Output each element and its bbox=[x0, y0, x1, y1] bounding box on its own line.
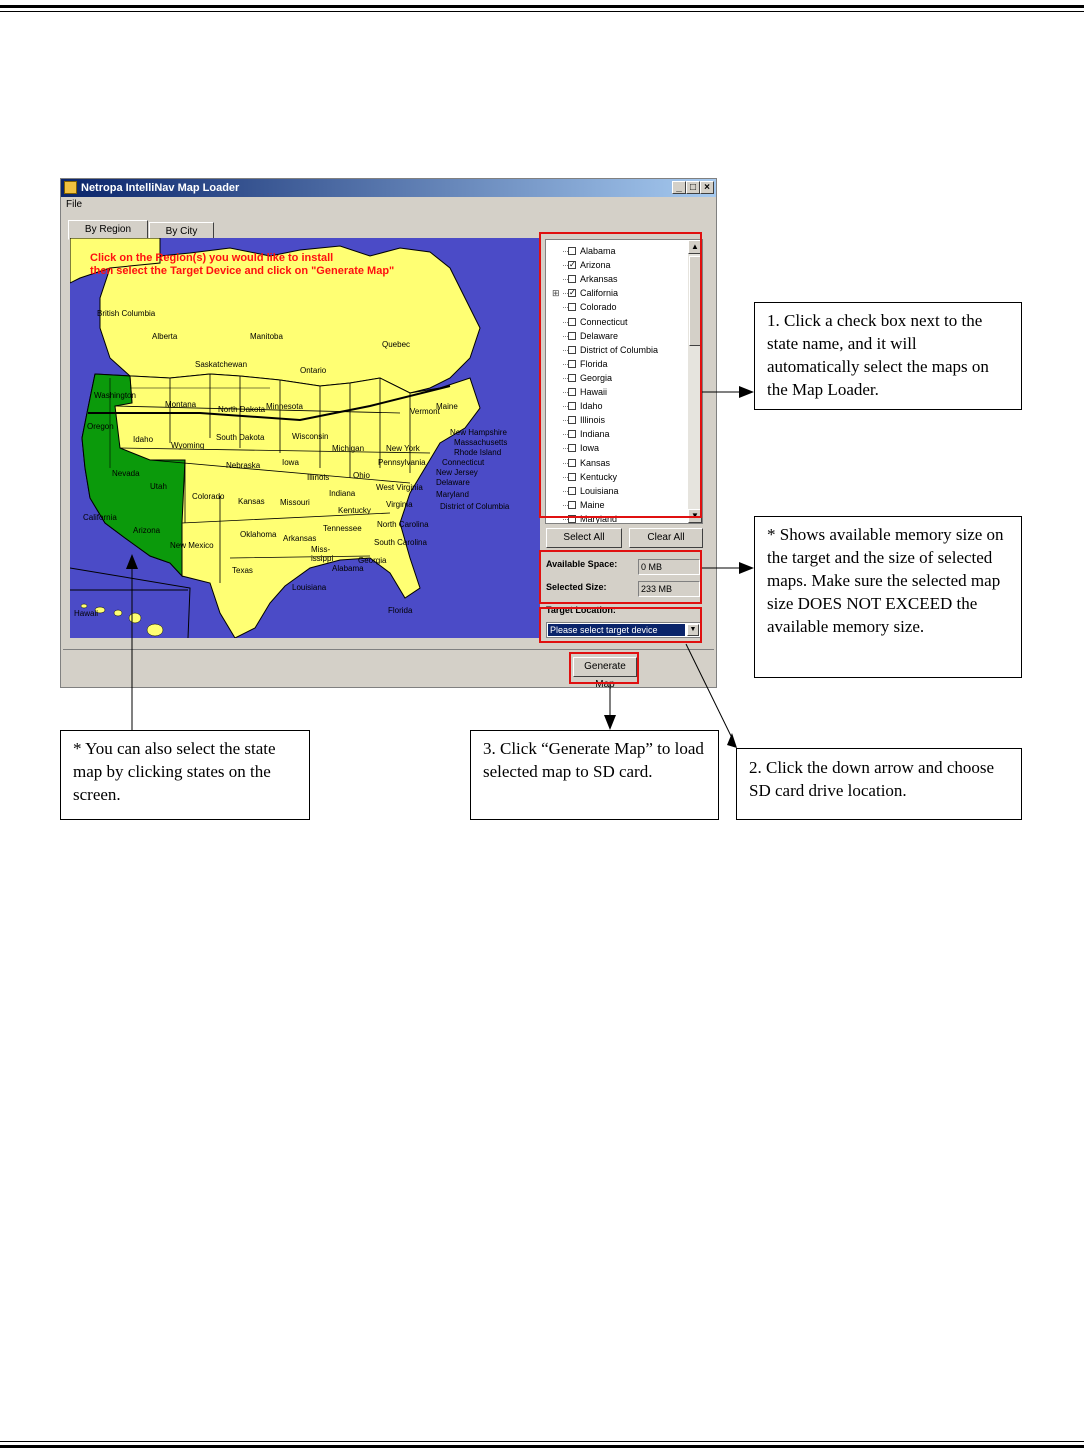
highlight-target-select bbox=[539, 607, 702, 643]
clear-all-button[interactable]: Clear All bbox=[629, 528, 703, 548]
label-virginia: Virginia bbox=[386, 500, 413, 509]
region-map[interactable] bbox=[70, 238, 540, 638]
label-wisconsin: Wisconsin bbox=[292, 432, 329, 441]
label-ontario: Ontario bbox=[300, 366, 327, 375]
state-name: Kentucky bbox=[580, 471, 618, 482]
label-missouri: Missouri bbox=[280, 498, 310, 507]
label-colorado: Colorado bbox=[192, 492, 225, 501]
status-divider bbox=[63, 649, 714, 650]
highlight-generate-button bbox=[569, 652, 639, 684]
label-indiana: Indiana bbox=[329, 489, 356, 498]
label-michigan: Michigan bbox=[332, 444, 365, 453]
label-pennsylvania: Pennsylvania bbox=[378, 458, 426, 467]
state-name: Louisiana bbox=[580, 485, 619, 496]
label-north-dakota: North Dakota bbox=[218, 405, 266, 414]
label-new-hampshire: New Hampshire bbox=[450, 428, 507, 437]
callout-target: 2. Click the down arrow and choose SD card drive location. bbox=[736, 748, 1022, 820]
highlight-memory-fields bbox=[539, 550, 702, 604]
label-alabama: Alabama bbox=[332, 564, 364, 573]
target-location-label: Target Location: bbox=[546, 605, 616, 615]
state-name: Delaware bbox=[580, 330, 619, 341]
state-name: Iowa bbox=[580, 443, 600, 454]
label-new-jersey: New Jersey bbox=[436, 468, 478, 477]
label-north-carolina: North Carolina bbox=[377, 520, 429, 529]
state-name: Arizona bbox=[580, 260, 611, 271]
label-illinois: Illinois bbox=[307, 473, 330, 482]
label-kentucky: Kentucky bbox=[338, 506, 371, 515]
state-name: California bbox=[580, 288, 619, 299]
state-checkbox[interactable]: ✓ bbox=[569, 288, 576, 298]
label-maryland: Maryland bbox=[436, 490, 469, 499]
label-utah: Utah bbox=[150, 482, 167, 491]
label-kansas: Kansas bbox=[238, 497, 265, 506]
label-nevada: Nevada bbox=[112, 469, 140, 478]
callout-memory: * Shows available memory size on the target and the size of selected maps. Make sure the selected map size DOES NOT EXCEED the available memory size. bbox=[754, 516, 1022, 678]
available-space-field: 0 MB bbox=[638, 559, 700, 575]
label-tennessee: Tennessee bbox=[323, 524, 362, 533]
generate-map-button[interactable]: Generate Map bbox=[573, 657, 637, 677]
label-maine: Maine bbox=[436, 402, 458, 411]
callout-checkbox: 1. Click a check box next to the state name, and it will automatically select the maps on the Map Loader. bbox=[754, 302, 1022, 410]
bottom-rule-thick bbox=[0, 1445, 1084, 1448]
label-mississippi-2: issippi bbox=[311, 554, 334, 563]
select-all-button[interactable]: Select All bbox=[546, 528, 622, 548]
state-name: Idaho bbox=[580, 401, 603, 412]
tab-by-region[interactable]: By Region bbox=[68, 220, 148, 240]
app-icon bbox=[64, 181, 77, 194]
state-name: Alabama bbox=[580, 246, 616, 256]
dropdown-arrow-icon[interactable]: ▼ bbox=[687, 624, 699, 636]
maximize-button[interactable]: □ bbox=[686, 181, 700, 194]
scroll-up-icon[interactable]: ▲ bbox=[688, 240, 702, 254]
state-name: Florida bbox=[580, 358, 608, 369]
state-name: Illinois bbox=[580, 415, 606, 426]
label-connecticut: Connecticut bbox=[442, 458, 485, 467]
selected-size-label: Selected Size: bbox=[546, 582, 607, 592]
highlight-state-list bbox=[539, 232, 702, 518]
label-ohio: Ohio bbox=[353, 471, 370, 480]
callout-generate: 3. Click “Generate Map” to load selected map to SD card. bbox=[470, 730, 719, 820]
available-space-label: Available Space: bbox=[546, 559, 618, 569]
selected-size-field: 233 MB bbox=[638, 581, 700, 597]
label-oregon: Oregon bbox=[87, 422, 114, 431]
label-georgia: Georgia bbox=[358, 556, 387, 565]
label-delaware: Delaware bbox=[436, 478, 470, 487]
state-name: Maryland bbox=[580, 513, 618, 524]
state-name: Georgia bbox=[580, 372, 613, 383]
label-british-columbia: British Columbia bbox=[97, 309, 156, 318]
minimize-button[interactable]: _ bbox=[672, 181, 686, 194]
label-florida: Florida bbox=[388, 606, 413, 615]
label-louisiana: Louisiana bbox=[292, 583, 327, 592]
label-new-york: New York bbox=[386, 444, 420, 453]
label-mississippi-1: Miss- bbox=[311, 545, 331, 554]
label-rhode-island: Rhode Island bbox=[454, 448, 502, 457]
label-oklahoma: Oklahoma bbox=[240, 530, 277, 539]
label-wyoming: Wyoming bbox=[171, 441, 205, 450]
expand-icon[interactable]: ⊞ bbox=[552, 288, 560, 299]
map-instruction-line2: then select the Target Device and click on "Generate Map" bbox=[90, 265, 395, 277]
state-name: Indiana bbox=[580, 429, 610, 440]
state-name: Maine bbox=[580, 499, 605, 510]
state-name: Colorado bbox=[580, 302, 617, 313]
label-nebraska: Nebraska bbox=[226, 461, 261, 470]
hawaii-inset-border bbox=[70, 568, 190, 638]
scroll-down-icon[interactable]: ▼ bbox=[688, 509, 702, 523]
state-name: Connecticut bbox=[580, 316, 628, 327]
state-name: Kansas bbox=[580, 457, 611, 468]
label-idaho: Idaho bbox=[133, 435, 154, 444]
label-district-of-columbia: District of Columbia bbox=[440, 502, 510, 511]
label-iowa: Iowa bbox=[282, 458, 299, 467]
target-device-value[interactable]: Please select target device bbox=[548, 624, 685, 636]
label-saskatchewan: Saskatchewan bbox=[195, 360, 248, 369]
label-manitoba: Manitoba bbox=[250, 332, 283, 341]
label-california: California bbox=[83, 513, 117, 522]
label-texas: Texas bbox=[232, 566, 253, 575]
label-vermont: Vermont bbox=[410, 407, 440, 416]
label-south-carolina: South Carolina bbox=[374, 538, 427, 547]
label-south-dakota: South Dakota bbox=[216, 433, 265, 442]
label-minnesota: Minnesota bbox=[266, 402, 303, 411]
map-instruction-line1: Click on the Region(s) you would like to install bbox=[90, 252, 334, 264]
tab-by-city[interactable]: By City bbox=[149, 222, 214, 240]
label-arkansas: Arkansas bbox=[283, 534, 317, 543]
state-name: District of Columbia bbox=[580, 344, 659, 355]
title-bar[interactable] bbox=[61, 179, 716, 197]
top-rule-thin bbox=[0, 11, 1084, 12]
label-new-mexico: New Mexico bbox=[170, 541, 214, 550]
state-name: Arkansas bbox=[580, 274, 618, 285]
close-button[interactable]: × bbox=[700, 181, 714, 194]
state-name: Hawaii bbox=[580, 387, 608, 397]
label-massachusetts: Massachusetts bbox=[454, 438, 508, 447]
state-checkbox[interactable]: ✓ bbox=[569, 260, 576, 270]
top-rule-thick bbox=[0, 5, 1084, 8]
menu-file[interactable]: File bbox=[66, 199, 83, 210]
window-title: Netropa IntelliNav Map Loader bbox=[81, 182, 240, 194]
label-west-virginia: West Virginia bbox=[376, 483, 423, 492]
label-alberta: Alberta bbox=[152, 332, 178, 341]
callout-map-click: * You can also select the state map by clicking states on the screen. bbox=[60, 730, 310, 820]
map-instruction bbox=[90, 252, 490, 278]
label-montana: Montana bbox=[165, 400, 197, 409]
label-hawaii: Hawaii bbox=[74, 609, 99, 618]
label-quebec: Quebec bbox=[382, 340, 411, 349]
label-washington: Washington bbox=[94, 391, 136, 400]
bottom-rule-thin bbox=[0, 1441, 1084, 1442]
label-arizona: Arizona bbox=[133, 526, 161, 535]
